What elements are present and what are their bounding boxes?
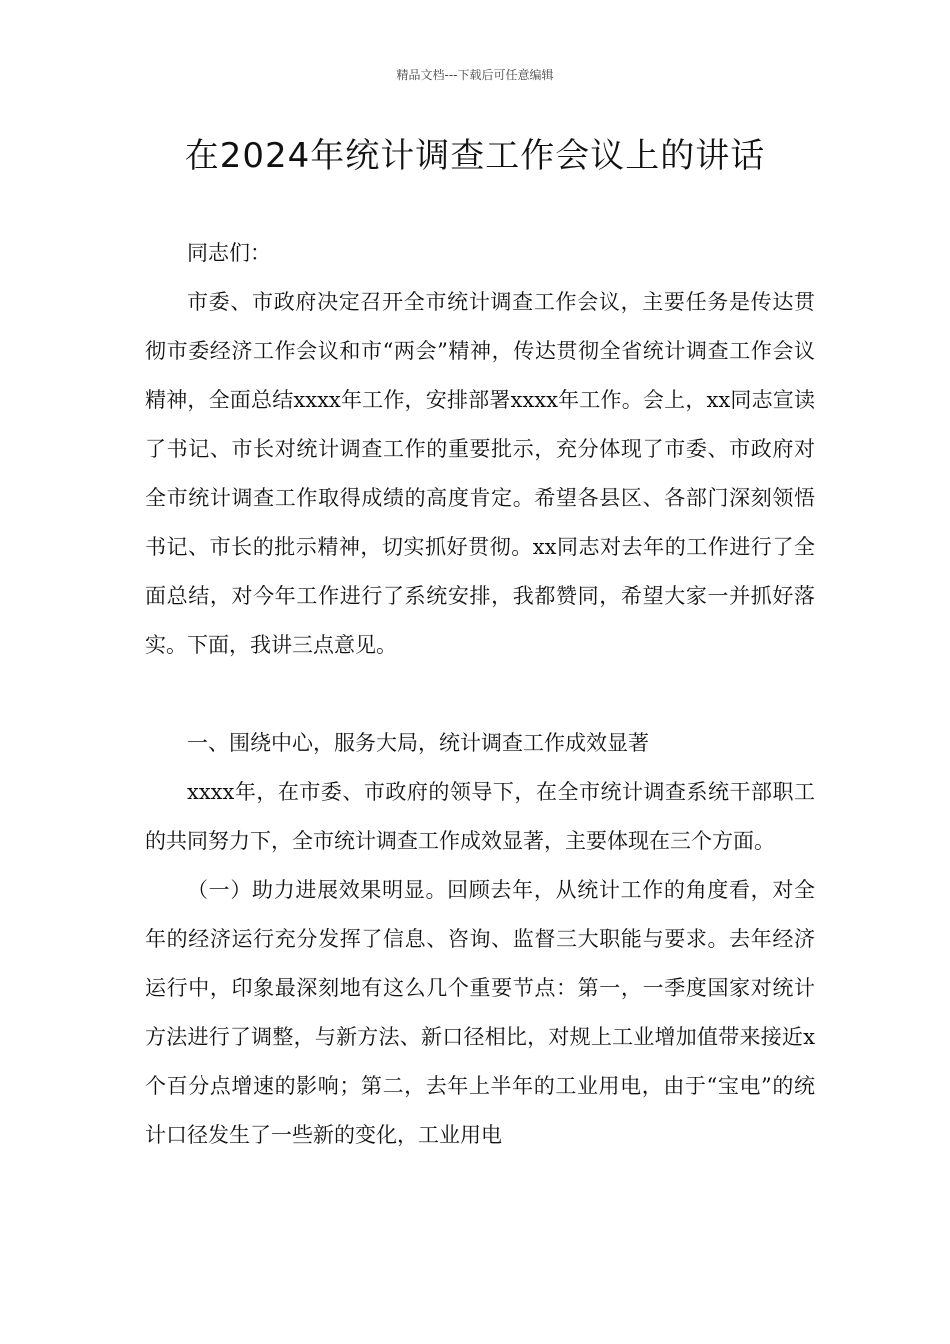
header-note: 精品文档---下载后可任意编辑: [396, 68, 554, 82]
document-title: 在2024年统计调查工作会议上的讲话: [184, 136, 766, 176]
salutation-paragraph: 同志们：: [187, 241, 271, 265]
intro-paragraph: 市委、市政府决定召开全市统计调查工作会议，主要任务是传达贯彻市委经济工作会议和市“两会”精神，传达贯彻全省统计调查工作会议精神，全面总结xxxx年工作，安排部署xxxx年工作。会上，xx同志宣读了书记、市长对统计调查工作的重要批示，充分体现了市委、市政府对全市统计调查工作取得成绩的高度肯定。希望各县区、各部门深刻领悟书记、市长的批示精神，切实抓好贯彻。xx同志对去年的工作进行了全面总结，对今年工作进行了系统安排，我都赞同，希望大家一并抓好落实。下面，我讲三点意见。: [145, 290, 815, 657]
section-intro-paragraph: xxxx年，在市委、市政府的领导下，在全市统计调查系统干部职工的共同努力下，全市统计调查工作成效显著，主要体现在三个方面。: [145, 780, 815, 853]
subsection-paragraph: （一）助力进展效果明显。回顾去年，从统计工作的角度看，对全年的经济运行充分发挥了信息、咨询、监督三大职能与要求。去年经济运行中，印象最深刻地有这么几个重要节点：第一，一季度国家对统计方法进行了调整，与新方法、新口径相比，对规上工业增加值带来接近x个百分点增速的影响；第二，去年上半年的工业用电，由于“宝电”的统计口径发生了一些新的变化，工业用电: [145, 878, 815, 1147]
document-body: [145, 229, 815, 1160]
section-heading: 一、围绕中心，服务大局，统计调查工作成效显著: [187, 731, 649, 755]
